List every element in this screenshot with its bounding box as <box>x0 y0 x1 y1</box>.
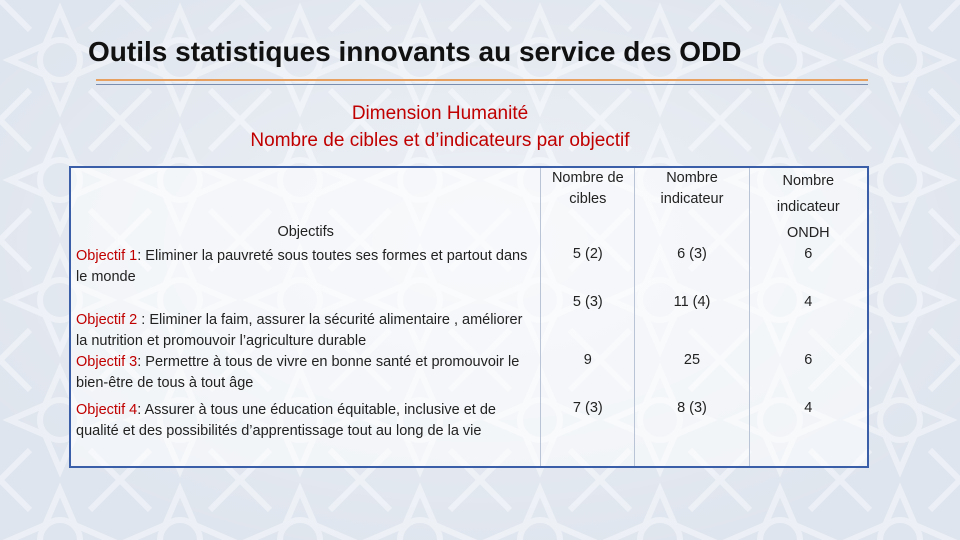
table-header-row <box>70 167 868 246</box>
header-nombre-cibles: Nombre de cibles <box>541 167 635 246</box>
table-row <box>70 400 868 467</box>
objective-label: Objectif 2 <box>76 312 142 328</box>
table-row <box>70 292 868 352</box>
cell-cibles: 5 (2) <box>541 246 635 292</box>
objective-description: : Eliminer la pauvreté sous toutes ses formes et partout dans le monde <box>76 248 528 285</box>
header-nombre-indicateur-ondh: Nombre indicateur ONDH <box>776 173 840 241</box>
subtitle-dimension: Dimension Humanité <box>351 103 529 124</box>
objective-label: Objectif 1 <box>76 248 138 264</box>
header-objectifs: Objectifs <box>70 167 541 246</box>
objective-cell <box>70 292 541 352</box>
table-row <box>70 246 868 292</box>
objective-description: : Permettre à tous de vivre en bonne santé et promouvoir le bien-être de tous à tout âge <box>76 354 520 391</box>
cell-ondh: 6 <box>804 246 813 262</box>
objective-description: : Eliminer la faim, assurer la sécurité alimentaire , améliorer la nutrition et promouvoir l’agriculture durable <box>76 312 523 349</box>
cell-cibles: 5 (3) <box>541 292 635 352</box>
header-nombre-indicateur: Nombre indicateur <box>635 167 749 246</box>
objective-label: Objectif 3 <box>76 354 138 370</box>
objective-description: : Assurer à tous une éducation équitable, inclusive et de qualité et des possibilités d’apprentissage tout au long de la vie <box>76 402 496 439</box>
objectives-table <box>69 166 869 468</box>
subtitle-description: Nombre de cibles et d’indicateurs par objectif <box>250 130 630 151</box>
objective-cell <box>70 400 541 467</box>
cell-cibles: 7 (3) <box>541 400 635 467</box>
table-row <box>70 352 868 400</box>
cell-indicateur: 25 <box>635 352 749 400</box>
slide-title: Outils statistiques innovants au service des ODD <box>88 36 742 67</box>
cell-indicateur: 8 (3) <box>635 400 749 467</box>
cell-ondh: 6 <box>804 352 813 368</box>
cell-indicateur: 6 (3) <box>635 246 749 292</box>
cell-ondh: 4 <box>804 294 813 310</box>
objective-cell <box>70 246 541 292</box>
title-underline-orange <box>96 79 868 81</box>
objective-cell <box>70 352 541 400</box>
cell-ondh: 4 <box>804 400 813 416</box>
title-underline-blue <box>96 84 868 85</box>
cell-cibles: 9 <box>541 352 635 400</box>
cell-indicateur: 11 (4) <box>635 292 749 352</box>
objective-label: Objectif 4 <box>76 402 138 418</box>
